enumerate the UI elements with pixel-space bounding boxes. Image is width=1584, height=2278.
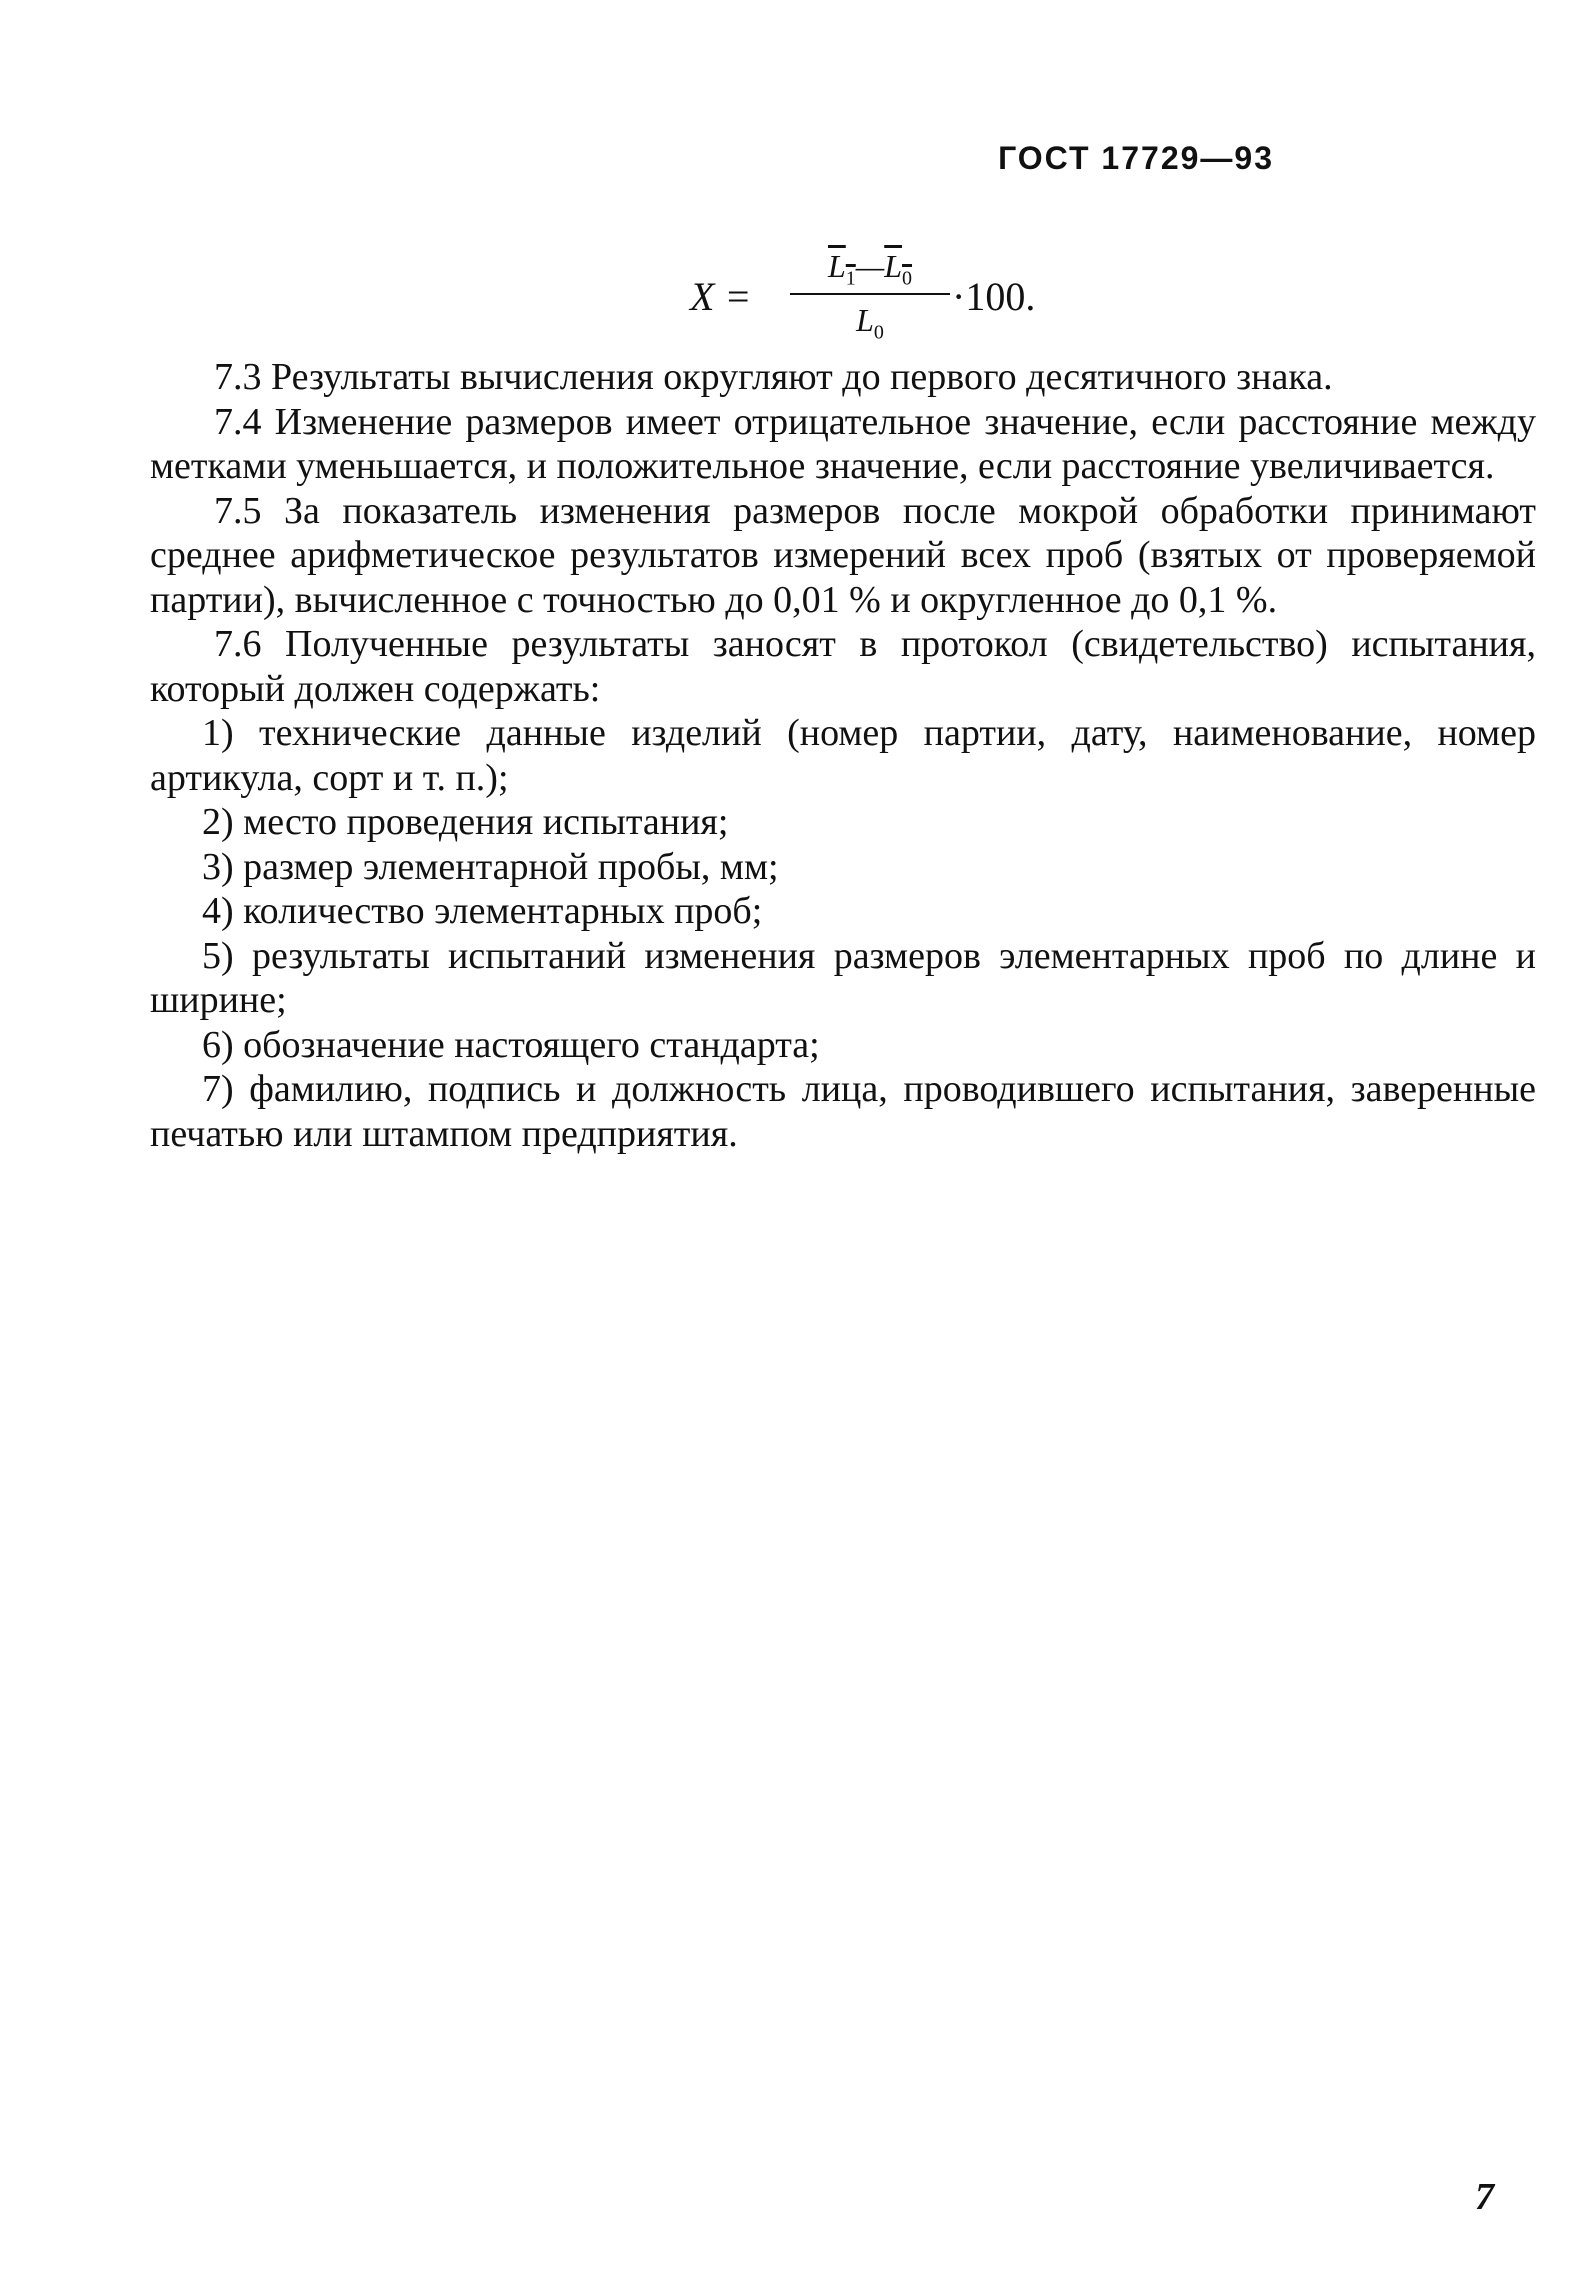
fraction-line — [790, 293, 950, 295]
list-item-6: 6) обозначение настоящего стандарта; — [202, 1023, 820, 1066]
list-item-2: 2) место проведения испытания; — [202, 801, 729, 843]
formula-numerator: $L_1—L_0$ — [827, 248, 913, 290]
standard-header: ГОСТ 17729—93 — [998, 140, 1274, 176]
formula — [690, 240, 1090, 350]
formula-denominator: $L_0$ — [856, 302, 884, 344]
list-item-7: 7) фамилию, подпись и должность лица, проводившего испытания, заверенные печатью или штампом предприятия. — [150, 1068, 1536, 1155]
page-number: 7 — [1475, 2176, 1494, 2218]
formula-lhs: X = — [690, 274, 752, 319]
formula-fraction — [790, 240, 950, 350]
list-item-4: 4) количество элементарных проб; — [202, 890, 763, 932]
list-item-1: 1) технические данные изделий (номер партии, дату, наименование, номер артикула, сорт и т. п.); — [150, 712, 1536, 799]
list-item-5: 5) результаты испытаний изменения размеров элементарных проб по длине и ширине; — [150, 934, 1536, 1021]
paragraph-7-4: 7.4 Изменение размеров имеет отрицательное значение, если расстояние между метками уменьшается, и положительное значение, если расстояние увеличивается. — [150, 400, 1536, 487]
body-text — [150, 355, 1536, 1156]
paragraph-7-6: 7.6 Полученные результаты заносят в протокол (свидетельство) испытания, который должен содержать: — [150, 623, 1536, 710]
formula-multiplier: ·100. — [952, 274, 1036, 319]
paragraph-7-5: 7.5 За показатель изменения размеров после мокрой обработки принимают среднее арифметическое результатов измерений всех проб (взятых от проверяемой партии), вычисленное с точностью до 0,01 % и округленное до 0,1 %. — [150, 489, 1536, 621]
list-item-3: 3) размер элементарной пробы, мм; — [202, 845, 779, 888]
paragraph-7-3: 7.3 Результаты вычисления округляют до первого десятичного знака. — [214, 356, 1333, 398]
